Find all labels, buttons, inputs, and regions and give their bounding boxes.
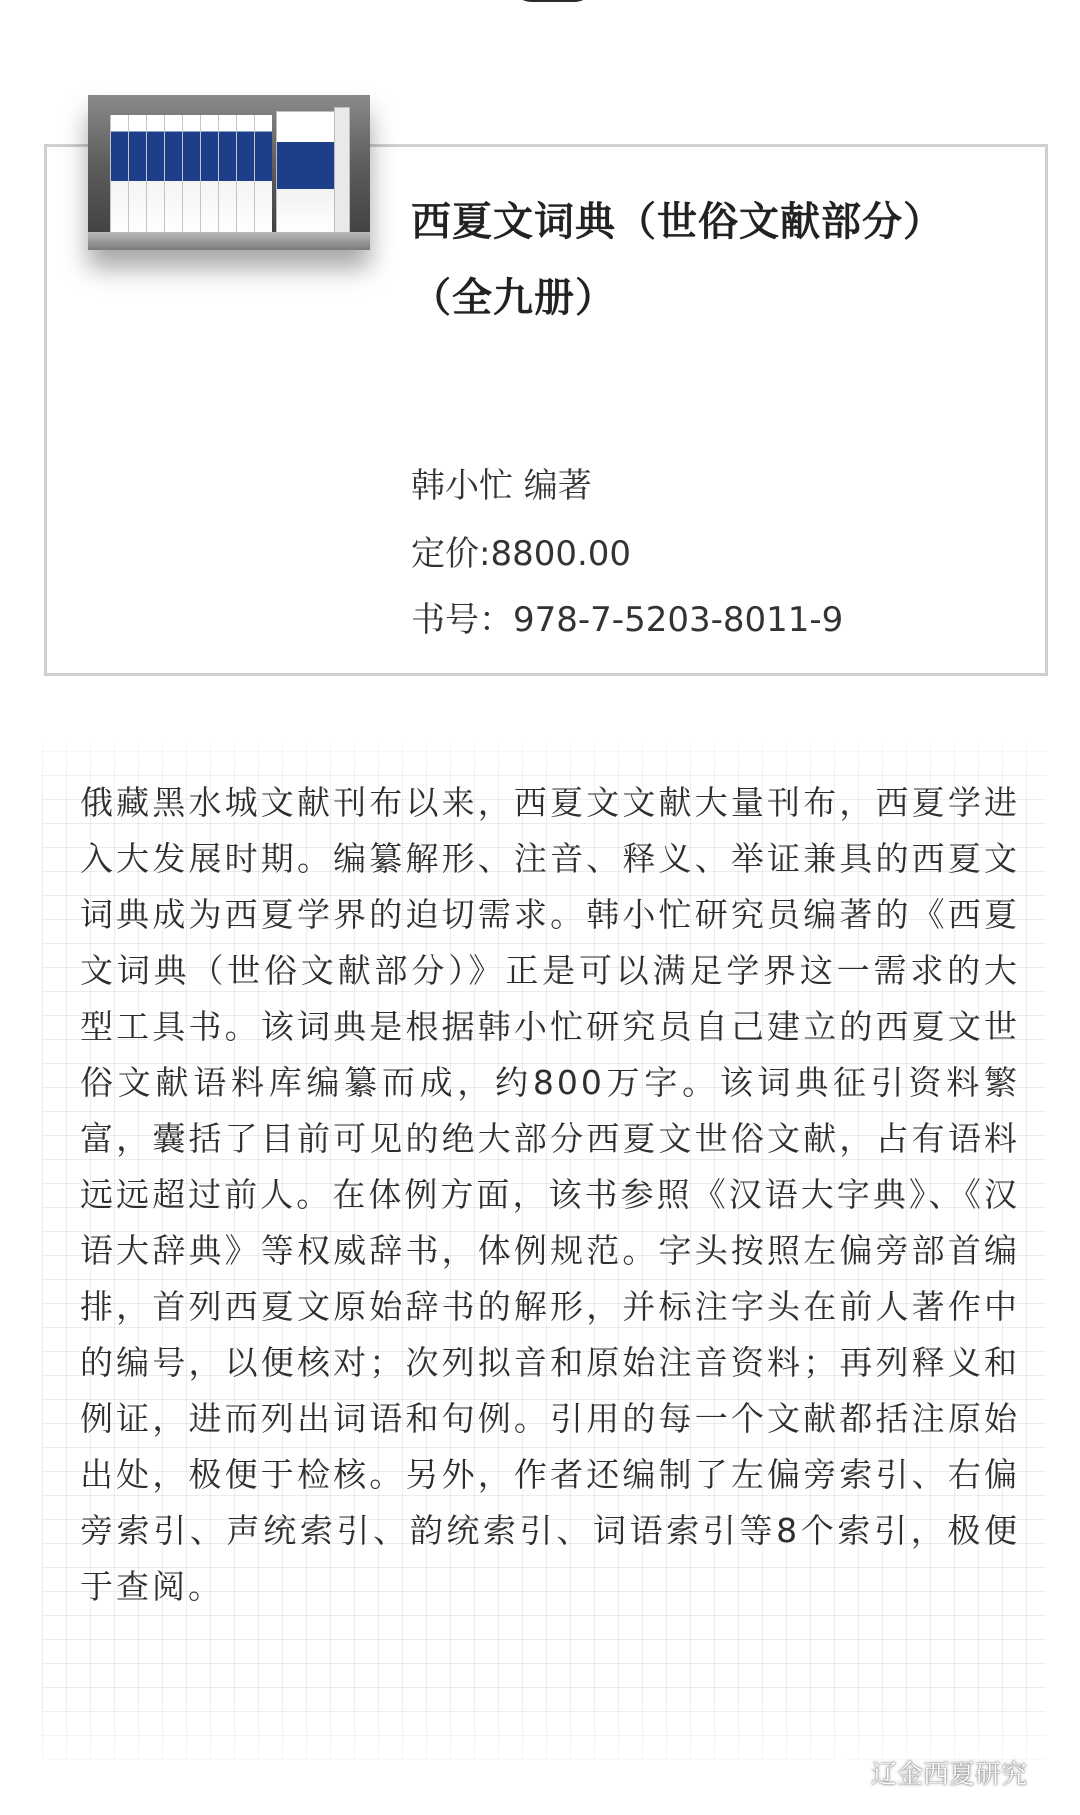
book-price: 定价:8800.00 — [411, 534, 632, 574]
book-front-cover — [276, 111, 340, 237]
book-spine — [182, 115, 200, 233]
source-watermark — [825, 1752, 1027, 1792]
book-spine — [254, 115, 272, 233]
watermark-text: 辽金西夏研究 — [871, 1759, 1028, 1790]
book-shelf-base — [88, 232, 370, 250]
book-spine — [218, 115, 236, 233]
book-isbn: 书号：978-7-5203-8011-9 — [411, 600, 844, 640]
wechat-icon — [825, 1757, 863, 1787]
book-set-image — [88, 95, 370, 250]
book-spine — [128, 115, 146, 233]
book-spine — [200, 115, 218, 233]
book-title: 西夏文词典（世俗文献部分）（全九册） — [411, 199, 944, 321]
book-description: 俄藏黑水城文献刊布以来，西夏文文献大量刊布，西夏学进入大发展时期。编纂解形、注音、释义、举证兼具的西夏文词典成为西夏学界的迫切需求。韩小忙研究员编著的《西夏文词典（世俗文献部分）》正是可以满足学界这一需求的大型工具书。该词典是根据韩小忙研究员自己建立的西夏文世俗文献语料库编纂而成，约800万字。该词典征引资料繁富，囊括了目前可见的绝大部分西夏文世俗文献，占有语料远远超过前人。在体例方面，该书参照《汉语大字典》、《汉语大辞典》等权威辞书，体例规范。字头按照左偏旁部首编排，首列西夏文原始辞书的解形，并标注字头在前人著作中的编号，以便核对；次列拟音和原始注音资料；再列释义和例证，进而列出词语和句例。引用的每一个文献都括注原始出处，极便于检核。另外，作者还编制了左偏旁索引、右偏旁索引、声统索引、韵统索引、词语索引等8个索引，极便于查阅。 — [80, 783, 1020, 1606]
book-spine — [110, 115, 128, 233]
book-spine — [236, 115, 254, 233]
book-author: 韩小忙 编著 — [411, 466, 592, 506]
book-spine — [146, 115, 164, 233]
book-spine — [164, 115, 182, 233]
top-decoration — [508, 0, 598, 2]
book-back-cover — [334, 107, 350, 237]
